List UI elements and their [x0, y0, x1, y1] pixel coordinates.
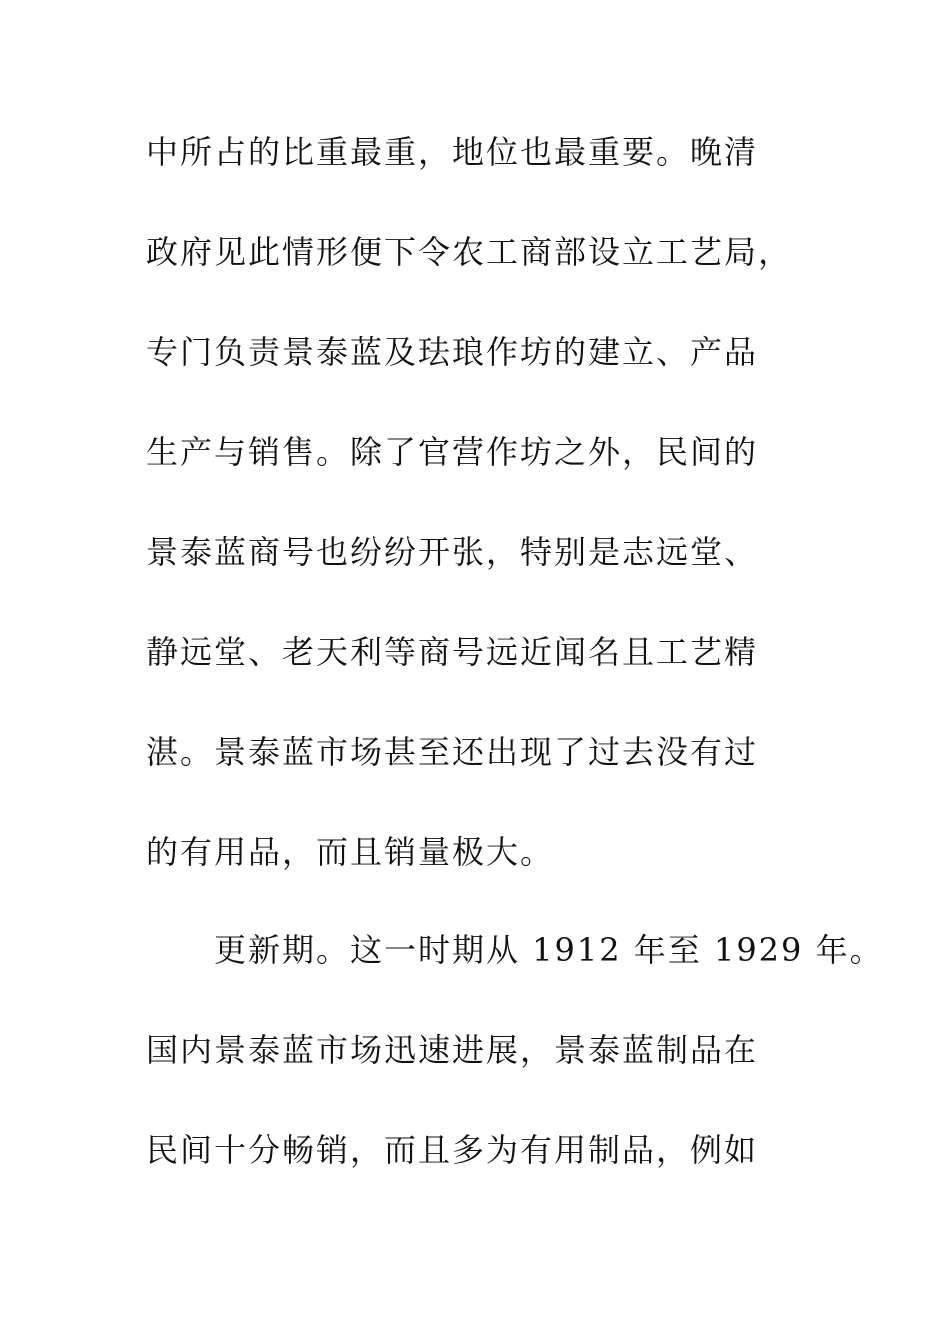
text-line: 的有用品，而且销量极大。 — [146, 833, 555, 871]
text-line: 中所占的比重最重，地位也最重要。晚清 — [146, 133, 759, 171]
text-line: 景泰蓝商号也纷纷开张，特别是志远堂、 — [146, 533, 759, 571]
text-line: 民间十分畅销，而且多为有用制品，例如 — [146, 1131, 759, 1169]
text-line: 生产与销售。除了官营作坊之外，民间的 — [146, 433, 759, 471]
text-line: 静远堂、老天利等商号远近闻名且工艺精 — [146, 633, 759, 671]
paragraph-first-line: 更新期。这一时期从 1912 年至 1929 年。 — [214, 931, 884, 969]
text-line: 专门负责景泰蓝及珐琅作坊的建立、产品 — [146, 333, 759, 371]
text-line: 政府见此情形便下令农工商部设立工艺局， — [146, 233, 793, 271]
text-line: 国内景泰蓝市场迅速进展，景泰蓝制品在 — [146, 1031, 759, 1069]
text-line: 湛。景泰蓝市场甚至还出现了过去没有过 — [146, 733, 759, 771]
